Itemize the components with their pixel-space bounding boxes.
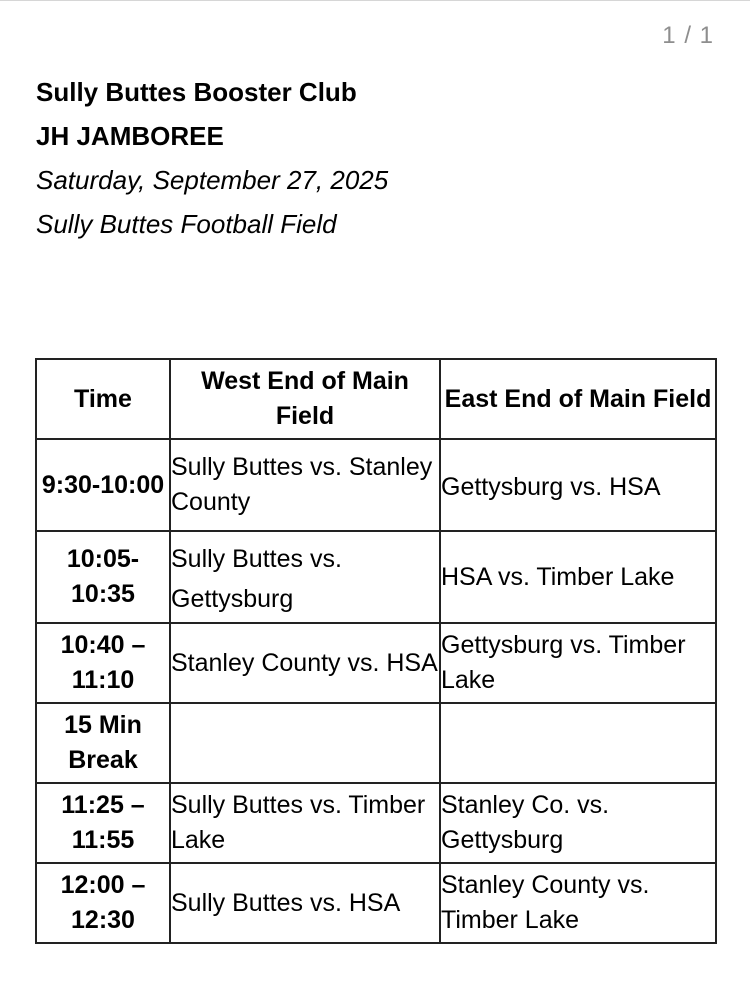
east-game-cell: Stanley County vs. Timber Lake <box>440 863 716 943</box>
table-row <box>36 531 716 623</box>
west-game-cell: Sully Buttes vs. Stanley County <box>170 439 440 531</box>
time-cell: 12:00 – 12:30 <box>36 863 170 943</box>
time-cell: 10:05-10:35 <box>36 531 170 623</box>
west-game-cell <box>170 703 440 783</box>
east-game-cell: Gettysburg vs. HSA <box>440 439 716 531</box>
table-row <box>36 863 716 943</box>
time-cell: 9:30-10:00 <box>36 439 170 531</box>
table-row <box>36 783 716 863</box>
time-cell: 10:40 – 11:10 <box>36 623 170 703</box>
east-game-cell <box>440 703 716 783</box>
table-header-row <box>36 359 716 439</box>
table-row <box>36 703 716 783</box>
event-location: Sully Buttes Football Field <box>36 209 337 239</box>
table-row <box>36 623 716 703</box>
event-date: Saturday, September 27, 2025 <box>36 165 389 195</box>
east-game-cell: Gettysburg vs. Timber Lake <box>440 623 716 703</box>
organization-title: Sully Buttes Booster Club <box>36 77 357 107</box>
table-row <box>36 439 716 531</box>
column-header-east: East End of Main Field <box>440 359 716 439</box>
west-game-cell: Sully Buttes vs. Timber Lake <box>170 783 440 863</box>
document-header <box>36 70 388 246</box>
column-header-time: Time <box>36 359 170 439</box>
time-cell: 15 Min Break <box>36 703 170 783</box>
west-game-cell: Sully Buttes vs. HSA <box>170 863 440 943</box>
time-cell: 11:25 – 11:55 <box>36 783 170 863</box>
top-divider <box>0 0 750 1</box>
east-game-cell: HSA vs. Timber Lake <box>440 531 716 623</box>
event-title: JH JAMBOREE <box>36 121 224 151</box>
west-game-cell: Sully Buttes vs. Gettysburg <box>170 531 440 623</box>
page-indicator: 1 / 1 <box>662 22 714 49</box>
schedule-table <box>35 358 717 944</box>
west-game-cell: Stanley County vs. HSA <box>170 623 440 703</box>
east-game-cell: Stanley Co. vs. Gettysburg <box>440 783 716 863</box>
column-header-west: West End of Main Field <box>170 359 440 439</box>
